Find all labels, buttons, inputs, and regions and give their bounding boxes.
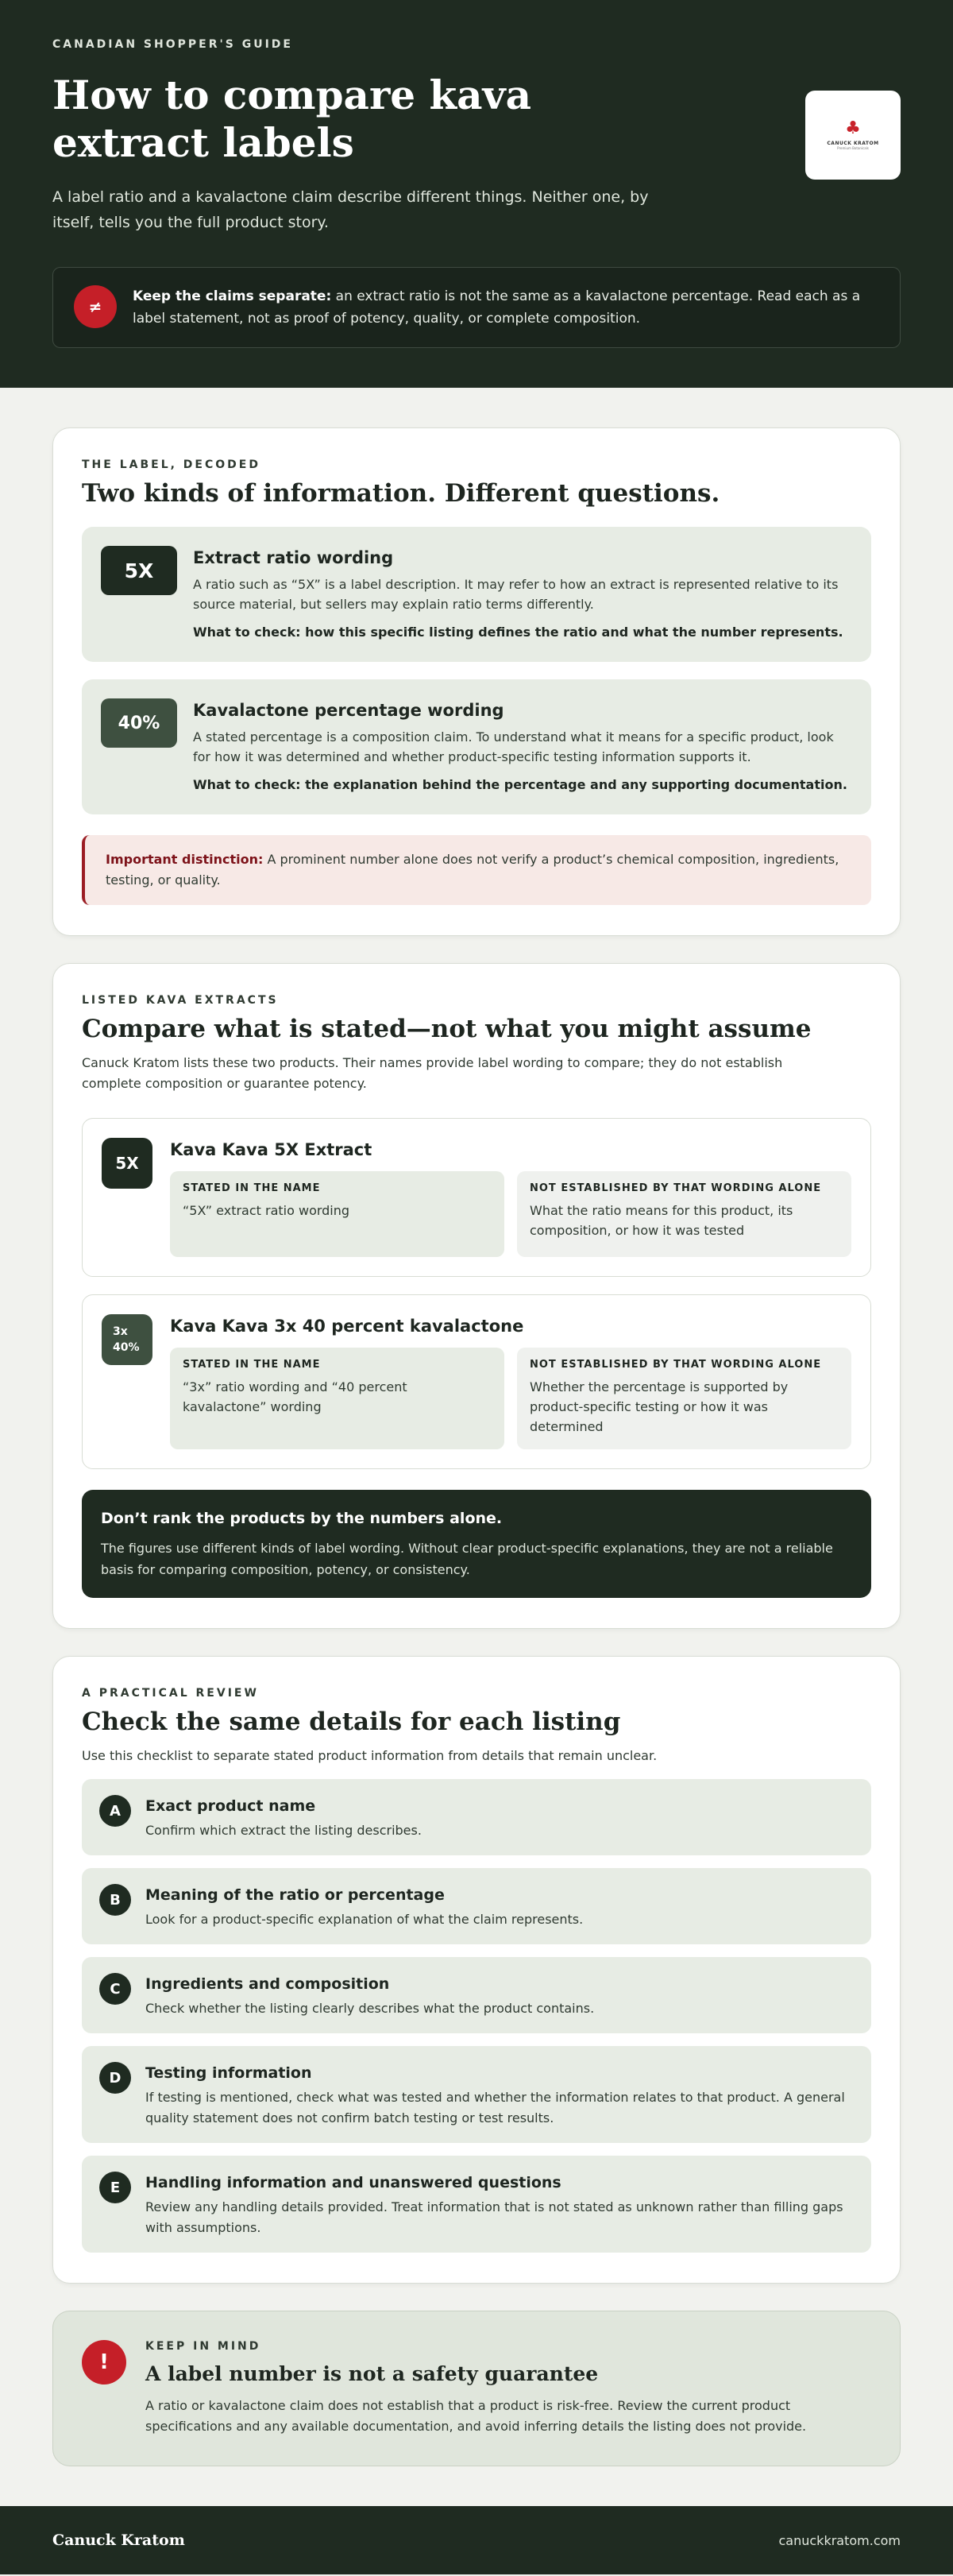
checklist-title: Meaning of the ratio or percentage	[145, 1886, 445, 1904]
info-title: Kavalactone percentage wording	[193, 701, 504, 720]
section-title: Two kinds of information. Different questions.	[82, 479, 720, 508]
section-eyebrow: THE LABEL, DECODED	[82, 458, 260, 471]
not-established-text: What the ratio means for this product, its composition, or how it was tested	[530, 1203, 793, 1238]
exclamation-icon: !	[82, 2340, 126, 2385]
practical-review-card	[52, 1656, 901, 2284]
distinction-text: A prominent number alone does not verify a product’s chemical composition, ingredients, testing, or quality.	[106, 852, 839, 888]
info-title: Extract ratio wording	[193, 548, 394, 567]
product-badge-line: 40%	[113, 1341, 140, 1354]
checklist-item	[82, 1957, 871, 2033]
claims-alert-body: an extract ratio is not the same as a kavalactone percentage. Read each as a label statement, not as proof of potency, quality, or complete composition.	[133, 288, 861, 327]
keep-text: A ratio or kavalactone claim does not establish that a product is risk-free. Review the current product specifications and any available documentation, and avoid inferring details the listing does not provide.	[145, 2398, 807, 2434]
logo-tagline: Premium Botanicals	[837, 146, 869, 150]
hero-subtitle: A label ratio and a kavalactone claim describe different things. Neither one, by itself, tells you the full product story.	[52, 188, 649, 231]
maple-leaf-icon: ♣	[845, 118, 861, 138]
not-established-text: Whether the percentage is supported by product-specific testing or how it was determined	[530, 1379, 789, 1434]
section-eyebrow: LISTED KAVA EXTRACTS	[82, 994, 279, 1007]
checklist-letter: B	[99, 1884, 131, 1916]
product-columns	[170, 1348, 851, 1449]
keep-eyebrow: KEEP IN MIND	[145, 2340, 261, 2353]
not-established-column	[517, 1171, 851, 1257]
distinction-bold: Important distinction:	[106, 852, 264, 867]
stated-column	[170, 1171, 504, 1257]
footer-brand[interactable]: Canuck Kratom	[52, 2532, 185, 2549]
important-distinction	[82, 835, 871, 905]
logo-text: CANUCK KRATOM	[827, 141, 879, 146]
checklist-item	[82, 1868, 871, 1944]
keep-title: A label number is not a safety guarantee	[145, 2362, 599, 2385]
checklist-text: Review any handling details provided. Treat information that is not stated as unknown rather than filling gaps with assumptions.	[145, 2199, 843, 2235]
info-check: What to check: the explanation behind the percentage and any supporting documentation.	[193, 777, 847, 792]
checklist-text: Check whether the listing clearly describes what the product contains.	[145, 2001, 595, 2016]
product-name[interactable]: Kava Kava 5X Extract	[170, 1140, 372, 1159]
product-badge-line: 5X	[115, 1154, 139, 1173]
ranking-warning-title: Don’t rank the products by the numbers alone.	[101, 1510, 503, 1527]
checklist-letter: A	[99, 1795, 131, 1827]
ranking-warning-text: The figures use different kinds of label wording. Without clear product-specific explanations, they are not a reliable basis for comparing composition, potency, or consistency.	[101, 1541, 833, 1577]
product-name[interactable]: Kava Kava 3x 40 percent kavalactone	[170, 1317, 524, 1336]
ranking-warning	[82, 1490, 871, 1598]
section-title: Check the same details for each listing	[82, 1708, 621, 1736]
claims-alert-text	[133, 285, 876, 330]
main-content	[0, 388, 953, 2466]
hero-eyebrow: CANADIAN SHOPPER'S GUIDE	[52, 38, 293, 51]
checklist-item	[82, 2156, 871, 2253]
stated-heading: STATED IN THE NAME	[183, 1182, 321, 1194]
section-title: Compare what is stated—not what you might assume	[82, 1015, 812, 1043]
info-check: What to check: how this specific listing defines the ratio and what the number represents.	[193, 625, 843, 640]
product-badge	[102, 1314, 152, 1365]
checklist-title: Exact product name	[145, 1797, 316, 1815]
stated-heading: STATED IN THE NAME	[183, 1359, 321, 1371]
not-established-heading: NOT ESTABLISHED BY THAT WORDING ALONE	[530, 1182, 822, 1194]
page-footer	[0, 2506, 953, 2574]
label-decoded-card	[52, 427, 901, 936]
claims-alert	[52, 267, 901, 348]
stated-column	[170, 1348, 504, 1449]
section-eyebrow: A PRACTICAL REVIEW	[82, 1687, 259, 1700]
product-card-3x40[interactable]	[82, 1294, 871, 1469]
not-established-column	[517, 1348, 851, 1449]
product-badge-line: 3x	[113, 1325, 128, 1338]
checklist-title: Handling information and unanswered questions	[145, 2174, 561, 2191]
checklist-letter: C	[99, 1973, 131, 2005]
footer-site-link[interactable]: canuckkratom.com	[778, 2532, 901, 2548]
not-equal-icon: ≠	[74, 285, 117, 328]
product-badge	[102, 1138, 152, 1189]
info-text: A ratio such as “5X” is a label description. It may refer to how an extract is represented relative to its source material, but sellers may explain ratio terms differently.	[193, 577, 839, 612]
keep-in-mind-box	[52, 2311, 901, 2466]
checklist-text: Confirm which extract the listing describes.	[145, 1823, 422, 1838]
stated-text: “5X” extract ratio wording	[183, 1203, 350, 1218]
not-established-heading: NOT ESTABLISHED BY THAT WORDING ALONE	[530, 1359, 822, 1371]
claims-alert-bold: Keep the claims separate:	[133, 288, 332, 304]
checklist-title: Ingredients and composition	[145, 1975, 390, 1993]
section-description: Canuck Kratom lists these two products. Their names provide label wording to compare; they do not establish complete composition or guarantee potency.	[82, 1055, 783, 1091]
checklist-text: If testing is mentioned, check what was tested and whether the information relates to that product. A general quality statement does not confirm batch testing or test results.	[145, 2090, 845, 2125]
info-text: A stated percentage is a composition claim. To understand what it means for a specific product, look for how it was determined and whether product-specific testing information supports it.	[193, 729, 834, 764]
hero-header	[0, 0, 953, 388]
brand-logo[interactable]	[805, 91, 901, 180]
stated-text: “3x” ratio wording and “40 percent kavalactone” wording	[183, 1379, 407, 1414]
listed-extracts-card	[52, 963, 901, 1629]
product-card-5x[interactable]	[82, 1118, 871, 1277]
page-title: How to compare kava extract labels	[52, 72, 532, 166]
percentage-info-box	[82, 679, 871, 814]
percentage-badge: 40%	[101, 698, 177, 748]
checklist-title: Testing information	[145, 2064, 312, 2082]
ratio-info-box	[82, 527, 871, 662]
checklist-text: Look for a product-specific explanation of what the claim represents.	[145, 1912, 584, 1927]
section-description: Use this checklist to separate stated product information from details that remain unclear.	[82, 1748, 658, 1763]
checklist-letter: E	[99, 2172, 131, 2203]
checklist-item	[82, 1779, 871, 1855]
ratio-badge: 5X	[101, 546, 177, 595]
checklist-item	[82, 2046, 871, 2143]
product-columns	[170, 1171, 851, 1257]
checklist-letter: D	[99, 2062, 131, 2094]
